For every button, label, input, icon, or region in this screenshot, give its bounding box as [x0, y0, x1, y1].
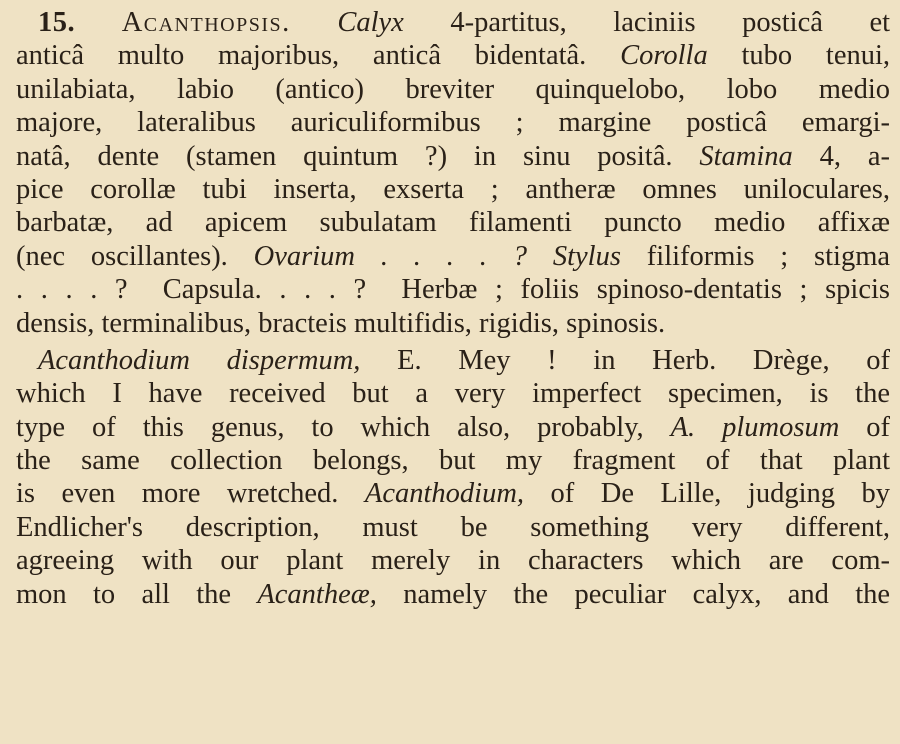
- term-stamina: Stamina: [699, 140, 793, 172]
- species-name: A. plumosum: [670, 411, 840, 443]
- genus-name: Acanthodium,: [364, 478, 525, 510]
- species-name: Acanthodium dispermum,: [38, 344, 361, 376]
- text-line: densis, terminalibus, bracteis multifidis, rigidis, spinosis.: [16, 307, 666, 339]
- text-line: which I have received but a very imperfect specimen, is the: [16, 378, 890, 410]
- text-line: [16, 411, 890, 444]
- paragraph-genus-description: [16, 6, 890, 340]
- term-ovarium: Ovarium . . . . ?: [253, 240, 527, 272]
- text-line: [16, 140, 890, 173]
- term-corolla: Corolla: [620, 40, 708, 72]
- text-line: majore, lateralibus auriculiformibus ; margine posticâ emargi-: [16, 107, 890, 139]
- genus-name: Acanthopsis.: [121, 7, 291, 38]
- text-line: [16, 240, 890, 273]
- text-segment: of: [866, 411, 890, 443]
- text-segment: of De Lille, judging by: [550, 478, 891, 510]
- text-line: [16, 344, 890, 377]
- term-stylus: Stylus: [552, 240, 621, 272]
- text-segment: natâ, dente (stamen quintum ?) in sinu positâ.: [16, 140, 673, 172]
- text-segment: type of this genus, to which also, probably,: [16, 411, 644, 443]
- text-segment: tubo tenui,: [741, 40, 891, 72]
- text-line: Endlicher's description, must be something very different,: [16, 511, 890, 543]
- tribe-name: Acantheæ,: [257, 578, 377, 610]
- text-line: [16, 477, 890, 510]
- text-segment: filiformis ; stigma: [646, 240, 891, 272]
- text-segment: (nec oscillantes).: [16, 240, 228, 272]
- text-segment: 4-partitus, laciniis posticâ et: [450, 7, 891, 38]
- text-line: the same collection belongs, but my fragment of that plant: [16, 445, 890, 477]
- text-line: pice corollæ tubi inserta, exserta ; antheræ omnes uniloculares,: [16, 173, 890, 205]
- text-line: [16, 6, 890, 39]
- paragraph-commentary: [16, 344, 890, 611]
- text-line: [16, 39, 890, 72]
- text-segment: E. Mey ! in Herb. Drège, of: [397, 344, 890, 376]
- text-line: . . . . ? Capsula. . . . ? Herbæ ; foliis spinoso-dentatis ; spicis: [16, 274, 890, 306]
- text-line: barbatæ, ad apicem subulatam filamenti puncto medio affixæ: [16, 207, 890, 239]
- text-line: [16, 578, 890, 611]
- text-segment: mon to all the: [16, 578, 232, 610]
- text-segment: is even more wretched.: [16, 478, 339, 510]
- text-line: agreeing with our plant merely in characters which are com-: [16, 545, 890, 577]
- genus-number: 15.: [38, 7, 76, 38]
- text-segment: 4, a-: [819, 140, 891, 172]
- text-block: [16, 6, 890, 611]
- text-segment: namely the peculiar calyx, and the: [403, 578, 891, 610]
- text-segment: anticâ multo majoribus, anticâ bidentatâ.: [16, 40, 587, 72]
- text-line: unilabiata, labio (antico) breviter quinquelobo, lobo medio: [16, 73, 890, 105]
- term-calyx: Calyx: [337, 7, 404, 38]
